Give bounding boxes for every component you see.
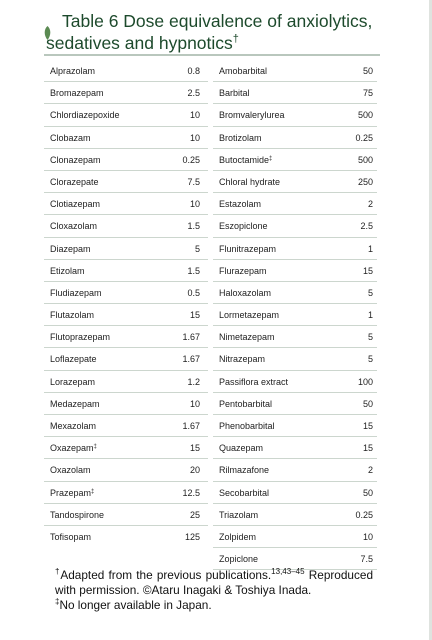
drug-dose: 250 — [357, 176, 373, 187]
drug-name — [50, 133, 91, 143]
drug-name-text: Butoctamide — [219, 154, 270, 165]
footnote-mark: ‡ — [93, 444, 97, 451]
drug-name — [50, 266, 85, 276]
drug-name-text: Chlordiazepoxide — [50, 110, 120, 121]
drug-name-text: Etizolam — [50, 265, 85, 276]
drug-dose: 15 — [189, 443, 200, 454]
footnotes — [55, 568, 373, 612]
table-row — [213, 60, 377, 82]
drug-name-text: Flutazolam — [50, 310, 95, 321]
drug-name-text: Barbital — [219, 88, 250, 99]
drug-name — [219, 310, 279, 320]
table-row — [213, 459, 377, 481]
drug-name — [219, 110, 285, 120]
drug-name — [219, 421, 275, 431]
table-row — [213, 371, 377, 393]
drug-name — [219, 199, 261, 209]
footnote-mark: ‡ — [91, 488, 95, 495]
table-row — [213, 193, 377, 215]
drug-name-text: Pentobarbital — [219, 398, 273, 409]
table-row — [44, 326, 208, 348]
drug-name — [219, 88, 250, 98]
drug-name-text: Passiflora extract — [219, 376, 289, 387]
drug-dose: 5 — [367, 287, 373, 298]
drug-dose: 1 — [367, 243, 373, 254]
drug-dose: 7.5 — [187, 176, 200, 187]
drug-name-text: Tandospirone — [50, 509, 105, 520]
drug-name — [50, 199, 100, 209]
table-row — [44, 393, 208, 415]
drug-dose: 10 — [362, 531, 373, 542]
drug-name — [219, 488, 269, 498]
drug-name — [50, 66, 95, 76]
drug-name — [219, 465, 269, 475]
table-row — [44, 193, 208, 215]
drug-dose: 1.67 — [182, 354, 200, 365]
drug-dose: 0.25 — [355, 132, 373, 143]
drug-dose: 500 — [357, 154, 373, 165]
drug-name — [50, 532, 91, 542]
table-row — [213, 415, 377, 437]
drug-dose: 10 — [189, 110, 200, 121]
drug-name-text: Eszopiclone — [219, 221, 268, 232]
drug-name-text: Zopiclone — [219, 554, 259, 565]
drug-name-text: Amobarbital — [219, 66, 268, 76]
drug-name — [219, 377, 288, 387]
table-title-line1: Table 6 Dose equivalence of anxiolytics, — [62, 11, 373, 31]
drug-dose: 10 — [189, 132, 200, 143]
drug-name-text: Prazepam — [50, 487, 92, 498]
drug-name — [219, 133, 262, 143]
drug-name-text: Mexazolam — [50, 421, 97, 431]
table-row — [213, 326, 377, 348]
table-row — [213, 260, 377, 282]
drug-name — [50, 221, 97, 231]
drug-name-text: Bromazepam — [50, 88, 104, 99]
drug-name-text: Quazepam — [219, 443, 264, 454]
table-row — [213, 504, 377, 526]
drug-name-text: Nimetazepam — [219, 332, 275, 343]
drug-name — [50, 155, 101, 165]
dagger-text2: Reproduced with permission. ©Ataru Inagaki & Toshiya Inada. — [55, 568, 374, 597]
drug-name-text: Diazepam — [50, 243, 91, 254]
drug-name — [50, 377, 95, 387]
right-column — [213, 60, 377, 570]
table-row — [44, 171, 208, 193]
drug-name — [50, 399, 100, 409]
drug-dose: 125 — [184, 531, 200, 542]
footnote-dagger — [55, 568, 373, 598]
table-row — [44, 348, 208, 370]
drug-dose: 1.67 — [182, 421, 200, 431]
drug-name-text: Lorazepam — [50, 376, 96, 387]
table-title — [46, 10, 376, 54]
drug-name-text: Lormetazepam — [219, 310, 280, 321]
table-row — [44, 60, 208, 82]
table-row — [44, 482, 208, 504]
table-row — [44, 260, 208, 282]
table-row — [213, 238, 377, 260]
drug-name — [50, 244, 91, 254]
drug-name — [50, 110, 120, 120]
drug-name-text: Triazolam — [219, 509, 259, 520]
table-row — [213, 348, 377, 370]
table-row — [213, 482, 377, 504]
drug-dose: 1.67 — [182, 332, 200, 343]
drug-dose: 500 — [357, 110, 373, 121]
drug-dose: 5 — [367, 332, 373, 343]
drug-name-text: Estazolam — [219, 199, 262, 210]
drug-name-text: Zolpidem — [219, 531, 257, 542]
table-row — [44, 82, 208, 104]
drug-name — [50, 488, 94, 498]
drug-name — [50, 310, 94, 320]
drug-name-text: Loflazepate — [50, 354, 97, 365]
table-row — [44, 459, 208, 481]
drug-dose: 10 — [189, 398, 200, 409]
drug-dose: 2 — [367, 465, 373, 476]
drug-name — [219, 332, 275, 342]
drug-name — [50, 510, 104, 520]
table-row — [44, 304, 208, 326]
drug-name-text: Chloral hydrate — [219, 176, 281, 187]
title-footnote-mark: † — [232, 33, 239, 45]
drug-name — [219, 510, 258, 520]
drug-dose: 15 — [362, 443, 373, 454]
drug-name-text: Clonazepam — [50, 154, 101, 165]
drug-name-text: Clorazepate — [50, 176, 99, 187]
drug-name-text: Secobarbital — [219, 487, 270, 498]
drug-name-text: Phenobarbital — [219, 421, 275, 431]
footnote-mark: ‡ — [269, 155, 273, 162]
table-row — [44, 504, 208, 526]
drug-name-text: Oxazepam — [50, 443, 94, 454]
drug-dose: 15 — [189, 310, 200, 321]
drug-dose: 5 — [367, 354, 373, 365]
drug-dose: 7.5 — [360, 554, 373, 565]
drug-dose: 10 — [189, 199, 200, 210]
table-row — [213, 526, 377, 548]
table-row — [213, 304, 377, 326]
drug-name — [219, 554, 258, 564]
drug-dose: 15 — [362, 421, 373, 431]
drug-name-text: Flunitrazepam — [219, 243, 277, 254]
dagger-mark: † — [55, 567, 61, 576]
table-row — [213, 149, 377, 171]
table-row — [213, 82, 377, 104]
drug-dose: 0.8 — [187, 66, 200, 76]
left-column — [44, 60, 208, 547]
drug-name-text: Haloxazolam — [219, 287, 272, 298]
table-row — [44, 238, 208, 260]
double-dagger-mark: ‡ — [55, 596, 60, 606]
drug-name — [219, 266, 267, 276]
drug-name — [50, 465, 91, 475]
table-row — [213, 393, 377, 415]
drug-dose: 5 — [194, 243, 200, 254]
drug-name — [219, 443, 263, 453]
double-dagger-text: No longer available in Japan. — [59, 597, 212, 612]
drug-name-text: Clobazam — [50, 132, 91, 143]
drug-dose: 1.5 — [187, 221, 200, 232]
drug-dose: 2 — [367, 199, 373, 210]
table-title-line2: sedatives and hypnotics — [46, 33, 233, 53]
table-row — [44, 282, 208, 304]
drug-dose: 1 — [367, 310, 373, 321]
drug-dose: 0.25 — [355, 509, 373, 520]
table-row — [44, 526, 208, 547]
drug-name-text: Tofisopam — [50, 531, 92, 542]
drug-dose: 50 — [362, 487, 373, 498]
drug-name-text: Brotizolam — [219, 132, 262, 143]
table-row — [44, 149, 208, 171]
drug-name-text: Fludiazepam — [50, 287, 102, 298]
footnote-double-dagger — [55, 598, 373, 613]
table-row — [44, 415, 208, 437]
table-row — [213, 215, 377, 237]
drug-dose: 50 — [362, 66, 373, 76]
drug-name-text: Nitrazepam — [219, 354, 266, 365]
drug-name — [219, 532, 256, 542]
drug-name — [219, 399, 272, 409]
drug-name — [219, 288, 271, 298]
table-row — [44, 437, 208, 459]
table-row — [44, 215, 208, 237]
drug-name — [219, 244, 276, 254]
title-rule — [44, 54, 380, 56]
drug-dose: 15 — [362, 265, 373, 276]
drug-dose: 50 — [362, 398, 373, 409]
drug-name — [219, 354, 265, 364]
table-row — [44, 371, 208, 393]
dagger-refs: 13,43–45 — [271, 567, 305, 576]
drug-name-text: Flutoprazepam — [50, 332, 111, 343]
table-row — [213, 437, 377, 459]
drug-name-text: Rilmazafone — [219, 465, 270, 476]
drug-name-text: Oxazolam — [50, 465, 91, 476]
drug-dose: 25 — [189, 509, 200, 520]
drug-name-text: Cloxazolam — [50, 221, 98, 232]
drug-name — [219, 221, 268, 231]
drug-name — [50, 354, 97, 364]
drug-dose: 1.5 — [187, 265, 200, 276]
drug-name — [50, 332, 110, 342]
drug-name — [50, 177, 99, 187]
drug-name — [219, 155, 272, 165]
drug-dose: 2.5 — [187, 88, 200, 99]
drug-dose: 2.5 — [360, 221, 373, 232]
drug-dose: 0.25 — [182, 154, 200, 165]
drug-name-text: Medazepam — [50, 398, 100, 409]
table-row — [213, 127, 377, 149]
drug-dose: 20 — [189, 465, 200, 476]
drug-dose: 0.5 — [187, 287, 200, 298]
drug-name — [50, 421, 96, 431]
drug-name — [219, 66, 267, 76]
drug-dose: 12.5 — [182, 487, 200, 498]
drug-dose: 75 — [362, 88, 373, 99]
table-row — [44, 104, 208, 126]
table-row — [213, 171, 377, 193]
drug-name — [50, 88, 104, 98]
drug-name — [50, 288, 102, 298]
drug-name-text: Bromvalerylurea — [219, 110, 285, 121]
drug-name-text: Clotiazepam — [50, 199, 101, 210]
drug-name-text: Flurazepam — [219, 265, 267, 276]
drug-name-text: Alprazolam — [50, 66, 96, 76]
drug-dose: 100 — [357, 376, 373, 387]
drug-name — [50, 443, 97, 453]
drug-name — [219, 177, 280, 187]
table-row — [213, 282, 377, 304]
dagger-text: Adapted from the previous publications. — [60, 568, 272, 582]
table-row — [44, 127, 208, 149]
table-row — [213, 104, 377, 126]
drug-dose: 1.2 — [187, 376, 200, 387]
